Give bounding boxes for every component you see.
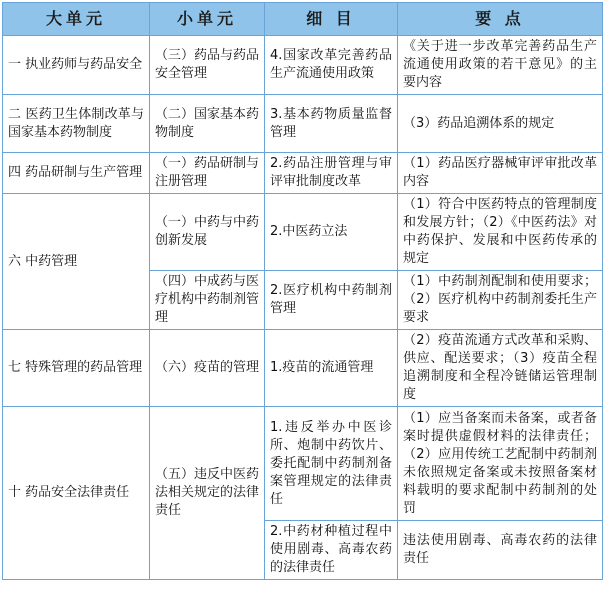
header-detail: 细 目	[265, 3, 398, 36]
detail-cell: 1.违反举办中医诊所、炮制中药饮片、委托配制中药制剂备案管理规定的法律责任	[265, 407, 398, 521]
key-point-cell: （1）药品医疗器械审评审批改革内容	[398, 153, 603, 194]
major-unit-cell: 四 药品研制与生产管理	[3, 153, 150, 194]
detail-cell: 2.中药材种植过程中使用剧毒、高毒农药的法律责任	[265, 521, 398, 580]
minor-unit-cell: （五）违反中医药法相关规定的法律责任	[150, 407, 265, 580]
minor-unit-cell: （二）国家基本药物制度	[150, 95, 265, 153]
detail-cell: 3.基本药物质量监督管理	[265, 95, 398, 153]
detail-cell: 2.药品注册管理与审评审批制度改革	[265, 153, 398, 194]
header-minor-unit: 小单元	[150, 3, 265, 36]
minor-unit-cell: （四）中成药与医疗机构中药制剂管理	[150, 271, 265, 330]
table-row	[3, 36, 603, 95]
major-unit-cell: 七 特殊管理的药品管理	[3, 330, 150, 407]
key-point-cell: （2）疫苗流通方式改革和采购、供应、配送要求；（3）疫苗全程追溯制度和全程冷链储运管理制度	[398, 330, 603, 407]
table-row	[3, 407, 603, 521]
table-row	[3, 194, 603, 271]
detail-cell: 2.中医药立法	[265, 194, 398, 271]
detail-cell: 1.疫苗的流通管理	[265, 330, 398, 407]
syllabus-table	[2, 2, 603, 580]
detail-cell: 4.国家改革完善药品生产流通使用政策	[265, 36, 398, 95]
major-unit-cell: 十 药品安全法律责任	[3, 407, 150, 580]
major-unit-cell: 二 医药卫生体制改革与国家基本药物制度	[3, 95, 150, 153]
minor-unit-cell: （一）中药与中药创新发展	[150, 194, 265, 271]
table-row	[3, 330, 603, 407]
minor-unit-cell: （三）药品与药品安全管理	[150, 36, 265, 95]
header-major-unit: 大单元	[3, 3, 150, 36]
detail-cell: 2.医疗机构中药制剂管理	[265, 271, 398, 330]
key-point-cell: （3）药品追溯体系的规定	[398, 95, 603, 153]
major-unit-cell: 六 中药管理	[3, 194, 150, 330]
key-point-cell: 《关于进一步改革完善药品生产流通使用政策的若干意见》的主要内容	[398, 36, 603, 95]
minor-unit-cell: （一）药品研制与注册管理	[150, 153, 265, 194]
key-point-cell: （1）中药制剂配制和使用要求；（2）医疗机构中药制剂委托生产要求	[398, 271, 603, 330]
header-key-points: 要 点	[398, 3, 603, 36]
header-row	[3, 3, 603, 36]
table-row	[3, 153, 603, 194]
table-row	[3, 95, 603, 153]
key-point-cell: （1）符合中医药特点的管理制度和发展方针；（2）《中医药法》对中药保护、发展和中医药传承的规定	[398, 194, 603, 271]
key-point-cell: （1）应当备案而未备案，或者备案时提供虚假材料的法律责任；（2）应用传统工艺配制中药制剂未依照规定备案或未按照备案材料载明的要求配制中药制剂的处罚	[398, 407, 603, 521]
key-point-cell: 违法使用剧毒、高毒农药的法律责任	[398, 521, 603, 580]
minor-unit-cell: （六）疫苗的管理	[150, 330, 265, 407]
major-unit-cell: 一 执业药师与药品安全	[3, 36, 150, 95]
